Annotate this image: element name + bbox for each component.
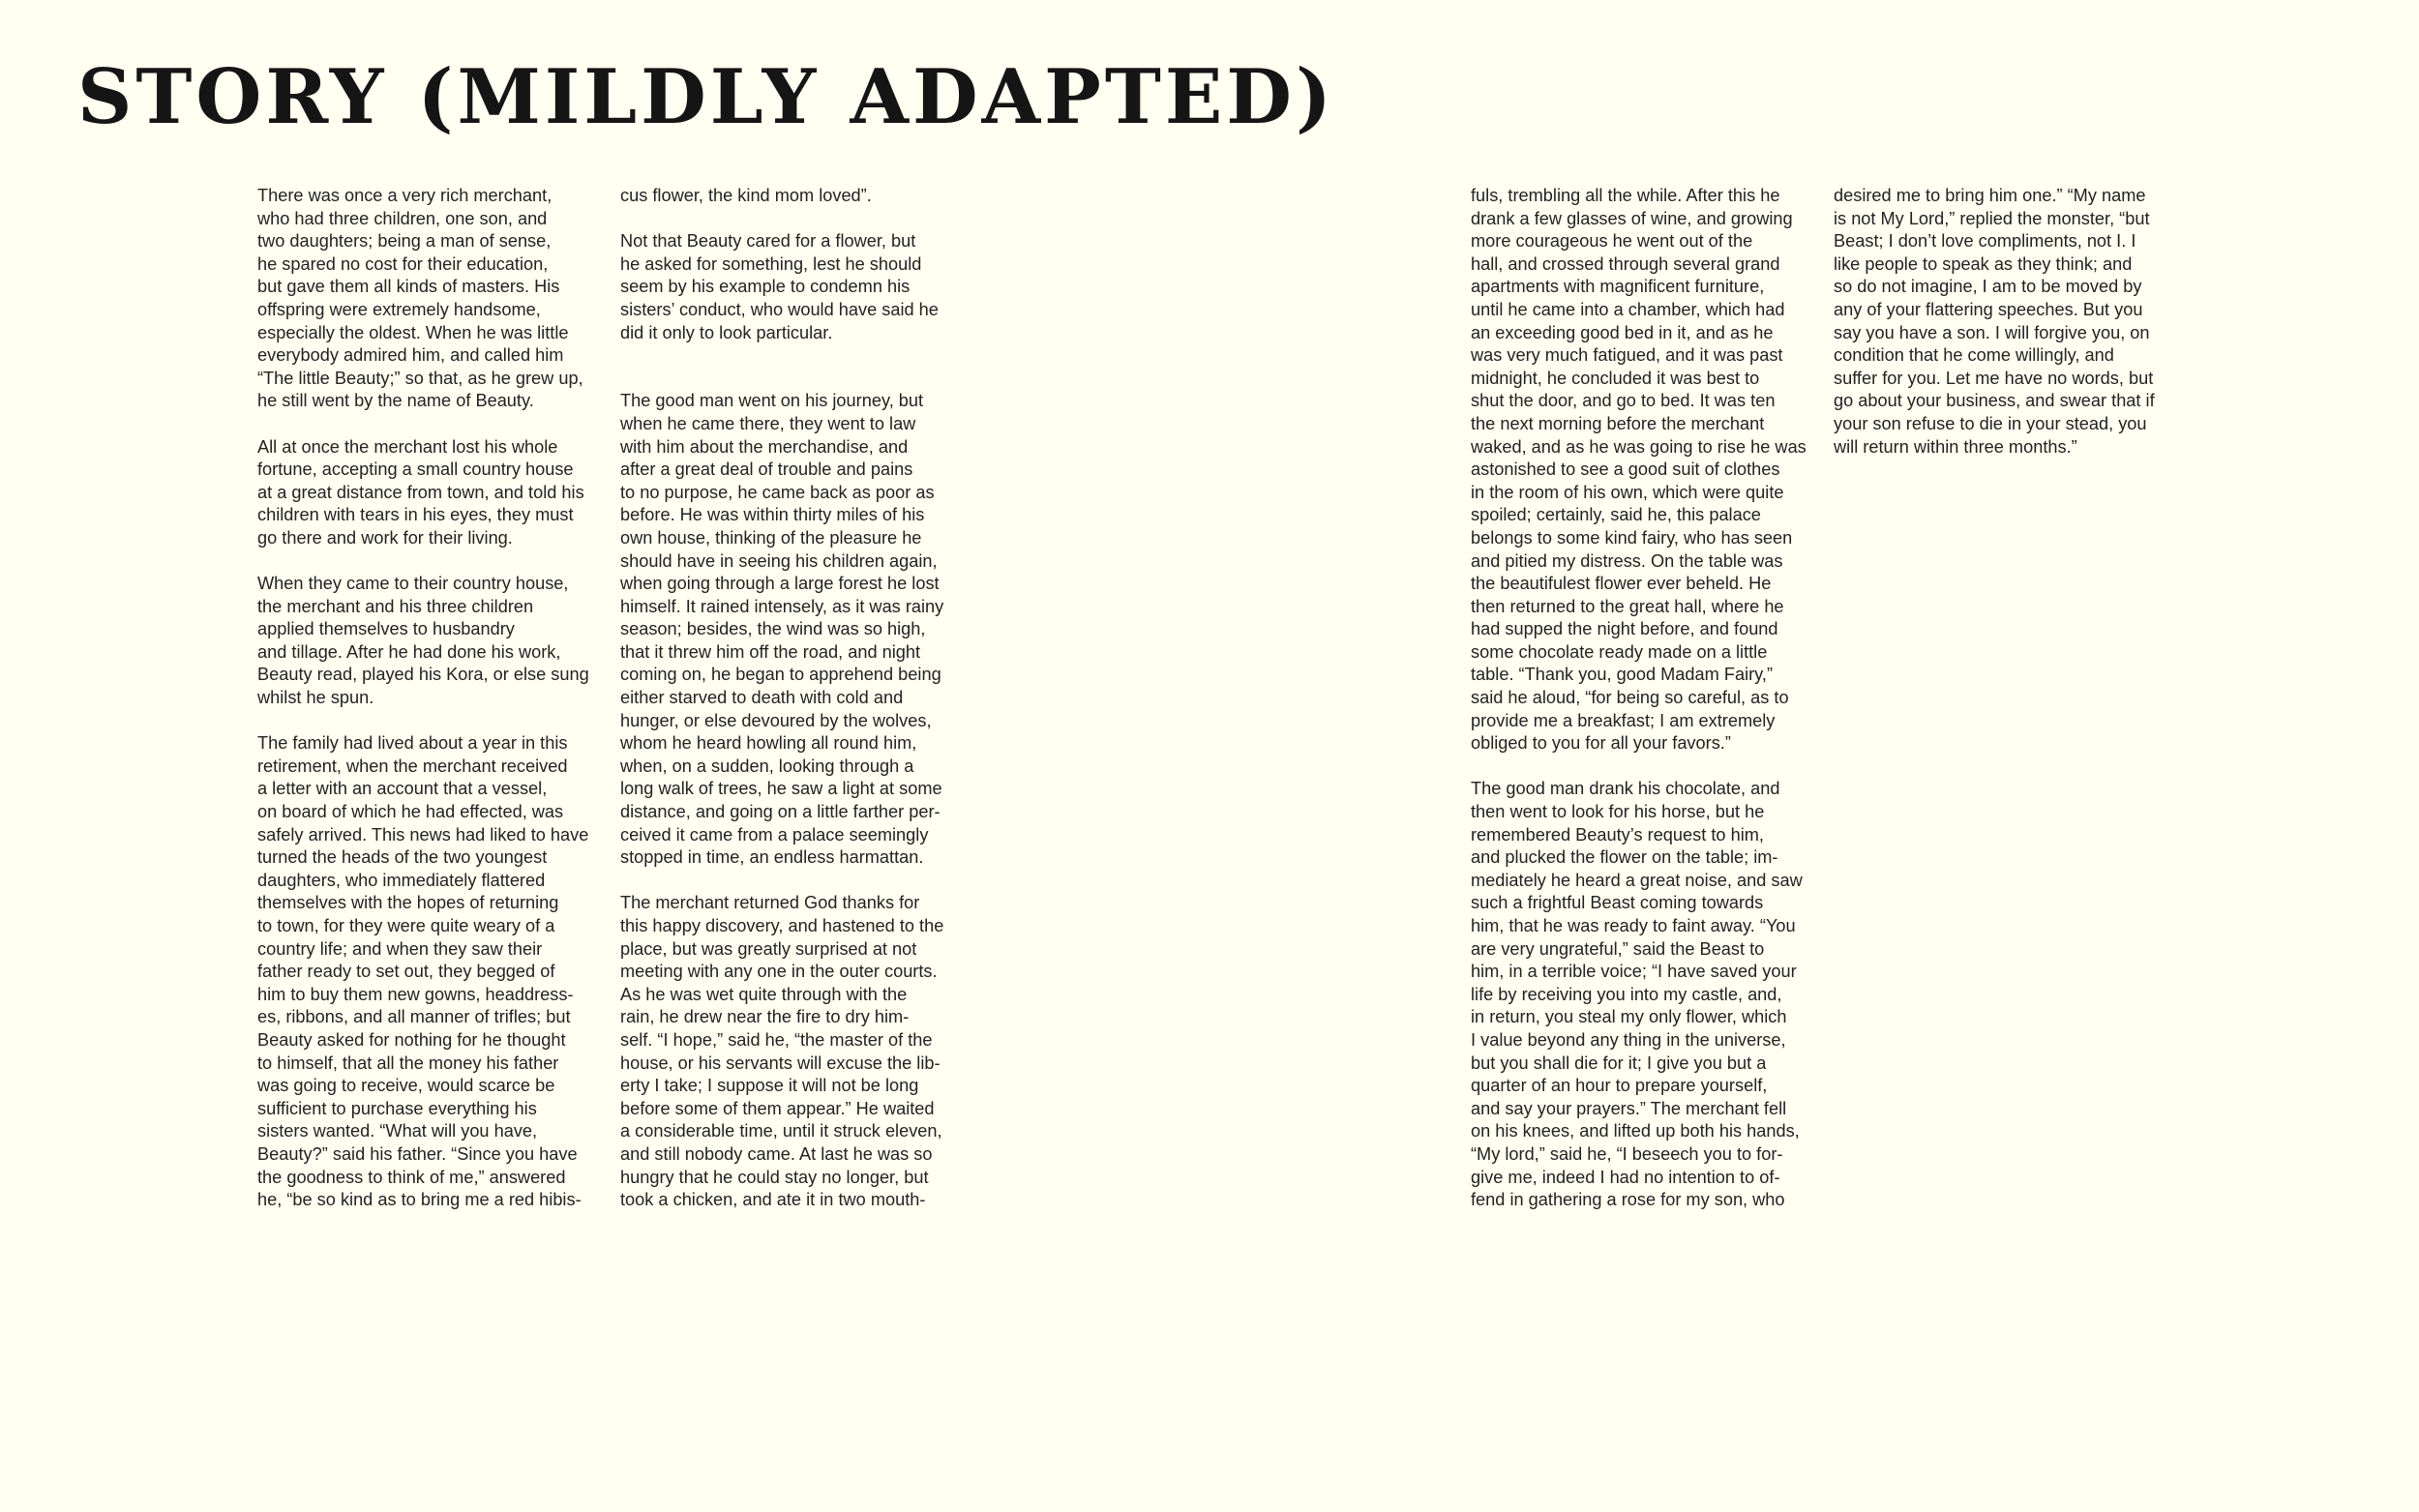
paragraph: The merchant returned God thanks for this happy discovery, and hastened to the place, but was greatly surprised at not meeting with any one in the outer courts. As he was wet quite through with the rain, he drew near the fire to dry him- self. “I hope,” said he, “the master of the house, or his servants will excuse the lib- erty I take; I suppose it will not be long before some of them appear.” He waited a considerable time, until it struck eleven, and still nobody came. At last he was so hungry that he could stay no longer, but took a chicken, and ate it in two mouth- <box>620 893 944 1210</box>
text-column-4 <box>1834 185 2187 459</box>
paragraph: All at once the merchant lost his whole fortune, accepting a small country house at a great distance from town, and told his children with tears in his eyes, they must go there and work for their living. <box>257 436 584 548</box>
text-column-3 <box>1471 185 1824 1212</box>
paragraph: cus flower, the kind mom loved”. <box>620 186 872 205</box>
page-title: STORY (MILDLY ADAPTED) <box>77 53 1335 141</box>
text-column-1 <box>257 185 611 1212</box>
paragraph: The good man drank his chocolate, and then went to look for his horse, but he remembered Beauty’s request to him, and plucked the flower on the table; im- mediately he heard a great noise, and saw such a frightful Beast coming towards him, that he was ready to faint away. “You are very ungrateful,” said the Beast to him, in a terrible voice; “I have saved your life by receiving you into my castle, and, in return, you steal my only flower, which I value beyond any thing in the universe, but you shall die for it; I give you but a quarter of an hour to prepare yourself, and say your prayers.” The merchant fell on his knees, and lifted up both his hands, “My lord,” said he, “I beseech you to for- give me, indeed I had no intention to of- fend in gathering a rose for my son, who <box>1471 779 1803 1210</box>
paragraph: The family had lived about a year in this retirement, when the merchant received a letter with an account that a vessel, on board of which he had effected, was safely arrived. This news had liked to have turned the heads of the two youngest daughters, who immediately flattered themselves with the hopes of returning to town, for they were quite weary of a country life; and when they saw their father ready to set out, they begged of him to buy them new gowns, headdress- es, ribbons, and all manner of trifles; but Beauty asked for nothing for he thought to himself, that all the money his father was going to receive, would scarce be sufficient to purchase everything his sisters wanted. “What will you have, Beauty?” said his father. “Since you have the goodness to think of me,” answered he, “be so kind as to bring me a red hibis- <box>257 733 589 1210</box>
paragraph: fuls, trembling all the while. After this he drank a few glasses of wine, and growing more courageous he went out of the hall, and crossed through several grand apartments with magnificent furniture, until he came into a chamber, which had an exceeding good bed in it, and as he was very much fatigued, and it was past midnight, he concluded it was best to shut the door, and go to bed. It was ten the next morning before the merchant waked, and as he was going to rise he was astonished to see a good suit of clothes in the room of his own, which were quite spoiled; certainly, said he, this palace belongs to some kind fairy, who has seen and pitied my distress. On the table was the beautifulest flower ever beheld. He then returned to the great hall, where he had supped the night before, and found some chocolate ready made on a little table. “Thank you, good Madam Fairy,” said he aloud, “for being so careful, as to provide me a breakfast; I am extremely obliged to you for all your favors.” <box>1471 186 1807 754</box>
paragraph: Not that Beauty cared for a flower, but he asked for something, lest he should seem by his example to condemn his sisters’ conduct, who would have said he did it only to look particular. <box>620 231 939 342</box>
text-column-2 <box>620 185 973 1212</box>
paragraph: When they came to their country house, the merchant and his three children applied themselves to husbandry and tillage. After he had done his work, Beauty read, played his Kora, or else sung whilst he spun. <box>257 574 589 708</box>
paragraph: There was once a very rich merchant, who had three children, one son, and two daughters; being a man of sense, he spared no cost for their education, but gave them all kinds of masters. His offspring were extremely handsome, especially the oldest. When he was little everybody admired him, and called him “The little Beauty;” so that, as he grew up, he still went by the name of Beauty. <box>257 186 583 411</box>
paragraph: desired me to bring him one.” “My name is not My Lord,” replied the monster, “but Beast; I don’t love compliments, not I. I like people to speak as they think; and so do not imagine, I am to be moved by any of your flattering speeches. But you say you have a son. I will forgive you, on condition that he come willingly, and suffer for you. Let me have no words, but go about your business, and swear that if your son refuse to die in your stead, you will return within three months.” <box>1834 186 2155 457</box>
paragraph: The good man went on his journey, but when he came there, they went to law with him about the merchandise, and after a great deal of trouble and pains to no purpose, he came back as poor as before. He was within thirty miles of his own house, thinking of the pleasure he should have in seeing his children again, when going through a large forest he lost himself. It rained intensely, as it was rainy season; besides, the wind was so high, that it threw him off the road, and night coming on, he began to apprehend being either starved to death with cold and hunger, or else devoured by the wolves, whom he heard howling all round him, when, on a sudden, looking through a long walk of trees, he saw a light at some distance, and going on a little farther per- ceived it came from a palace seemingly stopped in time, an endless harmattan. <box>620 391 944 868</box>
